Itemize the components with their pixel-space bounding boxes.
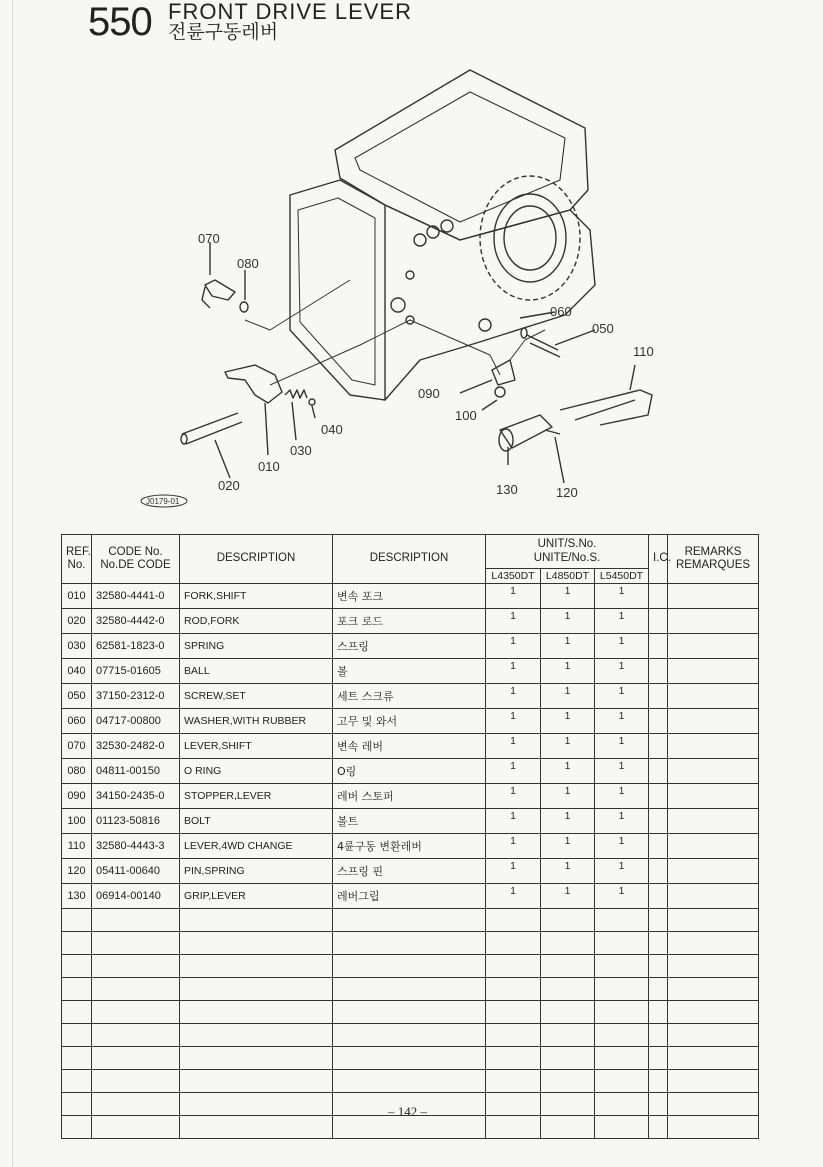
qty-l4350dt-cell: 1 [486,634,541,659]
empty-cell [595,1093,649,1116]
remarks-cell [668,659,759,684]
code-cell: 01123-50816 [92,809,180,834]
code-cell: 04717-00800 [92,709,180,734]
table-row [62,709,759,734]
empty-cell [92,1070,180,1093]
qty-l4850dt-cell: 1 [541,659,595,684]
svg-text:080: 080 [237,256,259,271]
qty-l5450dt-cell: 1 [595,634,649,659]
empty-cell [649,1093,668,1116]
code-cell: 32580-4443-3 [92,834,180,859]
washer-part [521,328,527,338]
table-row [62,734,759,759]
empty-cell [92,1047,180,1070]
qty-l4850dt-cell: 1 [541,834,595,859]
qty-l5450dt-cell: 1 [595,809,649,834]
qty-l4850dt-cell: 1 [541,609,595,634]
remarks-cell [668,684,759,709]
description-ko-cell: 볼 [333,659,486,684]
header-ic [649,535,671,584]
qty-l5450dt-cell: 1 [595,659,649,684]
empty-cell [486,932,541,955]
svg-text:050: 050 [592,321,614,336]
empty-cell [595,1047,649,1070]
empty-cell [649,1047,668,1070]
remarks-cell [668,859,759,884]
empty-cell [541,1116,595,1139]
empty-cell [92,1116,180,1139]
empty-cell [92,1001,180,1024]
4wd-change-lever-part [560,390,652,425]
empty-cell [541,1047,595,1070]
empty-cell [62,932,92,955]
spring-part [285,390,307,398]
code-cell: 32580-4441-0 [92,584,180,609]
empty-cell [541,1024,595,1047]
svg-text:040: 040 [321,422,343,437]
ref-cell: 090 [62,784,92,809]
ref-cell: 130 [62,884,92,909]
qty-l5450dt-cell: 1 [595,884,649,909]
empty-cell [668,1116,759,1139]
page-title: FRONT DRIVE LEVER [168,0,412,24]
ic-cell [649,709,668,734]
qty-l4850dt-cell: 1 [541,809,595,834]
empty-cell [595,1024,649,1047]
remarks-cell [668,609,759,634]
empty-cell [333,1024,486,1047]
qty-l5450dt-cell: 1 [595,759,649,784]
qty-l4350dt-cell: 1 [486,609,541,634]
header-code-text: CODE No. No.DE CODE [100,545,171,571]
description-ko-cell: 세트 스크류 [333,684,486,709]
empty-cell [333,1070,486,1093]
svg-text:120: 120 [556,485,578,500]
ref-cell: 050 [62,684,92,709]
qty-l4350dt-cell: 1 [486,884,541,909]
empty-cell [333,1047,486,1070]
remarks-cell [668,634,759,659]
empty-cell [649,1070,668,1093]
empty-cell [595,1116,649,1139]
header-model-l4850dt: L4850DT [541,569,595,584]
description-en-cell: LEVER,4WD CHANGE [180,834,333,859]
svg-text:010: 010 [258,459,280,474]
empty-cell [668,1047,759,1070]
remarks-cell [668,809,759,834]
empty-cell [541,1093,595,1116]
qty-l4350dt-cell: 1 [486,759,541,784]
code-cell: 62581-1823-0 [92,634,180,659]
ref-cell: 080 [62,759,92,784]
description-en-cell: STOPPER,LEVER [180,784,333,809]
description-en-cell: FORK,SHIFT [180,584,333,609]
empty-cell [486,1093,541,1116]
description-ko-cell: 변속 포크 [333,584,486,609]
empty-cell [486,1116,541,1139]
empty-cell [180,932,333,955]
header-unit [486,535,649,569]
ic-cell [649,834,668,859]
empty-cell [649,955,668,978]
qty-l5450dt-cell: 1 [595,834,649,859]
qty-l5450dt-cell: 1 [595,584,649,609]
description-en-cell: WASHER,WITH RUBBER [180,709,333,734]
ic-cell [649,884,668,909]
header-code [92,535,180,584]
empty-cell [541,1001,595,1024]
svg-text:110: 110 [633,344,654,359]
empty-cell [541,955,595,978]
svg-text:020: 020 [218,478,240,493]
empty-cell [333,932,486,955]
empty-cell [668,1093,759,1116]
empty-cell [486,1001,541,1024]
code-cell: 32580-4442-0 [92,609,180,634]
description-en-cell: LEVER,SHIFT [180,734,333,759]
description-ko-cell: 레버그립 [333,884,486,909]
ref-cell: 120 [62,859,92,884]
empty-cell [595,1070,649,1093]
svg-text:130: 130 [496,482,518,497]
description-en-cell: O RING [180,759,333,784]
table-row [62,884,759,909]
page-binding-edge [12,0,13,1167]
remarks-cell [668,584,759,609]
code-cell: 34150-2435-0 [92,784,180,809]
qty-l4850dt-cell: 1 [541,759,595,784]
empty-cell [541,932,595,955]
empty-table-row [62,932,759,955]
header-remarks-text: REMARKS REMARQUES [675,545,751,571]
header-model-l5450dt: L5450DT [595,569,649,584]
empty-cell [62,955,92,978]
empty-cell [486,1024,541,1047]
qty-l4850dt-cell: 1 [541,684,595,709]
table-row [62,684,759,709]
description-ko-cell: 고무 및 와서 [333,709,486,734]
qty-l4850dt-cell: 1 [541,709,595,734]
empty-cell [333,955,486,978]
empty-cell [92,932,180,955]
exploded-parts-diagram [146,60,690,520]
empty-cell [595,1001,649,1024]
qty-l5450dt-cell: 1 [595,684,649,709]
empty-cell [62,1116,92,1139]
header-ic-text: I.C. [653,552,671,565]
svg-text:030: 030 [290,443,312,458]
qty-l4350dt-cell: 1 [486,734,541,759]
description-ko-cell: 포크 로드 [333,609,486,634]
remarks-cell [668,759,759,784]
empty-cell [668,1024,759,1047]
qty-l4350dt-cell: 1 [486,709,541,734]
qty-l5450dt-cell: 1 [595,609,649,634]
empty-table-row [62,1047,759,1070]
spring-pin-part [545,430,560,434]
table-row [62,809,759,834]
empty-cell [668,978,759,1001]
empty-cell [668,1001,759,1024]
header-description-ko [333,535,486,584]
ic-cell [649,634,668,659]
header-ref-text: REF. No. [66,545,91,571]
empty-cell [668,955,759,978]
empty-cell [180,1047,333,1070]
parts-table-container [61,534,758,1101]
description-ko-cell: 레버 스토퍼 [333,784,486,809]
description-ko-cell: 4륜구동 변환레버 [333,834,486,859]
table-row [62,859,759,884]
qty-l4350dt-cell: 1 [486,784,541,809]
ref-cell: 100 [62,809,92,834]
housing-front-face [290,180,385,400]
qty-l4850dt-cell: 1 [541,734,595,759]
bearing-bore [494,194,566,282]
qty-l4350dt-cell: 1 [486,809,541,834]
header-ref [62,535,92,584]
lever-stopper-part [492,360,515,385]
ic-cell [649,809,668,834]
empty-cell [180,1024,333,1047]
empty-cell [668,932,759,955]
empty-cell [180,1070,333,1093]
empty-cell [62,1047,92,1070]
remarks-cell [668,709,759,734]
empty-cell [595,932,649,955]
table-row [62,759,759,784]
table-row [62,784,759,809]
qty-l4350dt-cell: 1 [486,659,541,684]
ic-cell [649,734,668,759]
qty-l5450dt-cell: 1 [595,784,649,809]
header-description-en [180,535,333,584]
empty-table-row [62,955,759,978]
remarks-cell [668,884,759,909]
code-cell: 37150-2312-0 [92,684,180,709]
qty-l5450dt-cell: 1 [595,734,649,759]
empty-cell [62,978,92,1001]
ic-cell [649,859,668,884]
empty-table-row [62,909,759,932]
table-row [62,659,759,684]
description-en-cell: ROD,FORK [180,609,333,634]
empty-cell [92,1024,180,1047]
qty-l4850dt-cell: 1 [541,634,595,659]
empty-cell [92,909,180,932]
ic-cell [649,784,668,809]
table-row [62,609,759,634]
lever-grip-part [500,415,552,448]
header-description-en-text: DESCRIPTION [216,552,296,565]
housing-side [385,205,595,400]
qty-l4850dt-cell: 1 [541,859,595,884]
empty-cell [486,909,541,932]
empty-cell [595,909,649,932]
description-en-cell: PIN,SPRING [180,859,333,884]
empty-cell [62,1070,92,1093]
code-cell: 32530-2482-0 [92,734,180,759]
bolt-part [495,387,505,397]
table-row [62,584,759,609]
housing-top-cover [335,70,588,240]
empty-cell [180,978,333,1001]
description-en-cell: GRIP,LEVER [180,884,333,909]
empty-cell [180,1093,333,1116]
svg-text:090: 090 [418,386,440,401]
empty-cell [649,1116,668,1139]
ref-cell: 030 [62,634,92,659]
description-en-cell: SPRING [180,634,333,659]
empty-cell [180,909,333,932]
section-number: 550 [88,0,152,44]
page-title-korean: 전륜구동레버 [168,21,279,43]
empty-cell [595,978,649,1001]
qty-l4850dt-cell: 1 [541,784,595,809]
header-model-l4350dt: L4350DT [486,569,541,584]
empty-cell [649,909,668,932]
empty-table-row [62,978,759,1001]
empty-table-row [62,1024,759,1047]
empty-cell [541,1070,595,1093]
qty-l4350dt-cell: 1 [486,834,541,859]
page-number: – 142 – [388,1104,427,1119]
empty-cell [649,1001,668,1024]
parts-table-body [62,584,759,1139]
empty-cell [649,932,668,955]
description-ko-cell: 볼트 [333,809,486,834]
svg-text:060: 060 [550,304,572,319]
svg-text:070: 070 [198,231,220,246]
ic-cell [649,759,668,784]
remarks-cell [668,834,759,859]
empty-cell [62,1093,92,1116]
empty-cell [486,955,541,978]
figure-id: J0179-01 [146,497,180,506]
ic-cell [649,684,668,709]
empty-cell [92,978,180,1001]
fork-rod-part [182,413,242,444]
remarks-cell [668,784,759,809]
ref-cell: 110 [62,834,92,859]
description-ko-cell: 스프링 핀 [333,859,486,884]
table-row [62,834,759,859]
description-en-cell: BOLT [180,809,333,834]
empty-cell [333,1001,486,1024]
code-cell: 05411-00640 [92,859,180,884]
parts-table [61,534,759,1139]
description-en-cell: BALL [180,659,333,684]
qty-l4850dt-cell: 1 [541,584,595,609]
empty-cell [668,1070,759,1093]
empty-cell [649,1024,668,1047]
set-screw-part [527,335,560,357]
empty-cell [486,1047,541,1070]
description-ko-cell: 스프링 [333,634,486,659]
empty-cell [62,1001,92,1024]
qty-l5450dt-cell: 1 [595,859,649,884]
description-ko-cell: O링 [333,759,486,784]
empty-cell [595,955,649,978]
empty-cell [649,978,668,1001]
qty-l4350dt-cell: 1 [486,859,541,884]
ic-cell [649,609,668,634]
empty-cell [668,909,759,932]
empty-table-row [62,1001,759,1024]
empty-cell [333,909,486,932]
empty-cell [486,1070,541,1093]
empty-cell [92,955,180,978]
empty-cell [180,1001,333,1024]
qty-l5450dt-cell: 1 [595,709,649,734]
qty-l4350dt-cell: 1 [486,584,541,609]
svg-text:100: 100 [455,408,477,423]
description-ko-cell: 변속 레버 [333,734,486,759]
empty-cell [180,1116,333,1139]
empty-table-row [62,1070,759,1093]
remarks-cell [668,734,759,759]
ic-cell [649,659,668,684]
code-cell: 06914-00140 [92,884,180,909]
table-row [62,634,759,659]
ball-part [309,399,315,405]
empty-cell [541,909,595,932]
empty-cell [541,978,595,1001]
empty-cell [92,1093,180,1116]
shift-lever-part [202,280,235,308]
empty-cell [486,978,541,1001]
empty-cell [180,955,333,978]
ref-cell: 020 [62,609,92,634]
ref-cell: 060 [62,709,92,734]
empty-cell [62,909,92,932]
header-remarks [668,535,759,584]
empty-cell [62,1024,92,1047]
qty-l4850dt-cell: 1 [541,884,595,909]
ref-cell: 040 [62,659,92,684]
ref-cell: 070 [62,734,92,759]
qty-l4350dt-cell: 1 [486,684,541,709]
ref-cell: 010 [62,584,92,609]
code-cell: 07715-01605 [92,659,180,684]
header-unit-text: UNIT/S.No. UNITE/No.S. [533,538,601,564]
code-cell: 04811-00150 [92,759,180,784]
o-ring-part [240,302,248,312]
description-en-cell: SCREW,SET [180,684,333,709]
empty-cell [333,978,486,1001]
ic-cell [649,584,668,609]
header-description-ko-text: DESCRIPTION [369,552,449,565]
